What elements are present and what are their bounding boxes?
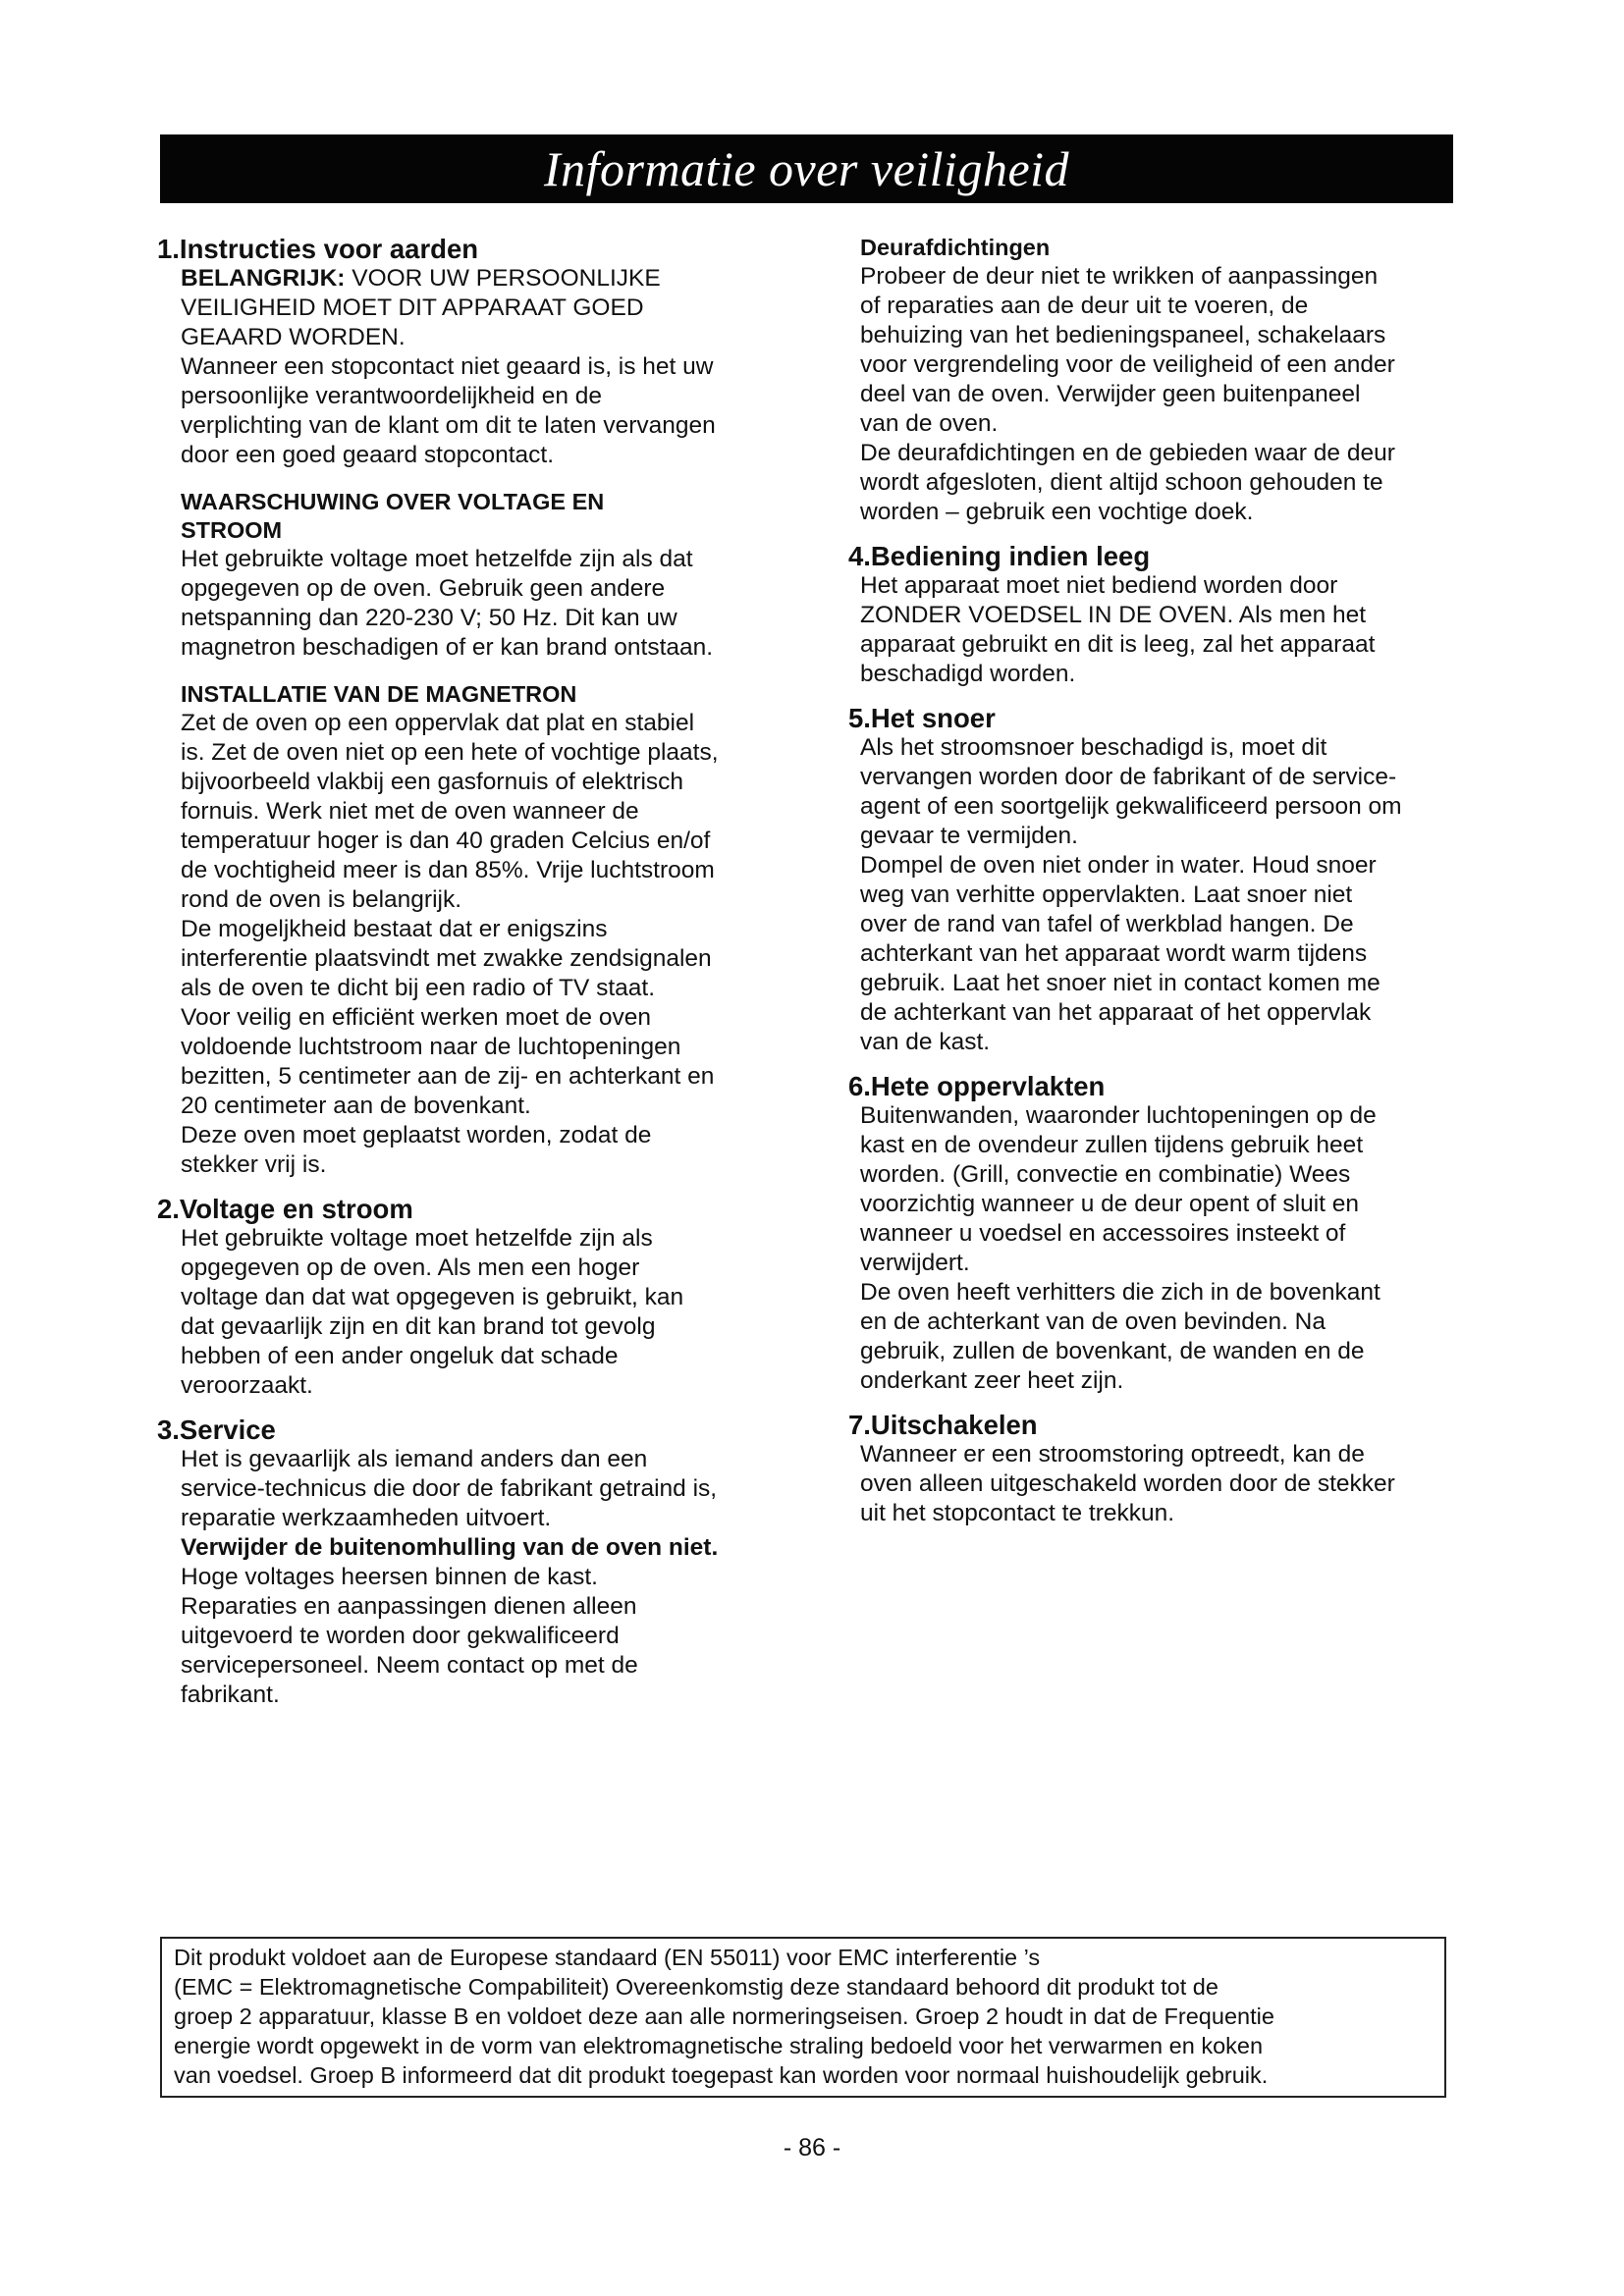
text-line: temperatuur hoger is dan 40 graden Celcius en/of — [181, 828, 711, 854]
text-line: verwijdert. — [860, 1250, 970, 1276]
text-line: Het apparaat moet niet bediend worden door — [860, 572, 1338, 599]
text-line: De mogeljkheid bestaat dat er enigszins — [181, 916, 608, 942]
text-line: De oven heeft verhitters die zich in de bovenkant — [860, 1279, 1380, 1306]
text-line: GEAARD WORDEN. — [181, 324, 406, 350]
notice-line: groep 2 apparatuur, klasse B en voldoet deze aan alle normeringseisen. Groep 2 houdt in dat de Frequentie — [174, 2003, 1274, 2029]
text-line: voltage dan dat wat opgegeven is gebruikt, kan — [181, 1284, 684, 1310]
subsection-body — [181, 709, 795, 1180]
subsection-body — [860, 262, 1477, 527]
text-line: gebruik. Laat het snoer niet in contact komen me — [860, 970, 1380, 996]
text-line: servicepersoneel. Neem contact op met de — [181, 1652, 638, 1679]
text-line: magnetron beschadigen of er kan brand ontstaan. — [181, 634, 714, 661]
text-line: weg van verhitte oppervlakten. Laat snoer niet — [860, 881, 1353, 908]
text-line: vervangen worden door de fabrikant of de service- — [860, 764, 1397, 790]
page-title-banner — [160, 134, 1453, 203]
subsection-heading: WAARSCHUWING OVER VOLTAGE EN — [181, 489, 605, 514]
text-line: over de rand van tafel of werkblad hangen. De — [860, 911, 1354, 937]
text-line: Reparaties en aanpassingen dienen alleen — [181, 1593, 637, 1620]
text-line: dat gevaarlijk zijn en dit kan brand tot gevolg — [181, 1313, 656, 1340]
section-body — [860, 1101, 1477, 1396]
text-line: kast en de ovendeur zullen tijdens gebruik heet — [860, 1132, 1364, 1158]
text-line: oven alleen uitgeschakeld worden door de stekker — [860, 1470, 1395, 1497]
text-line: en de achterkant van de oven bevinden. Na — [860, 1308, 1326, 1335]
important-label: BELANGRIJK: — [181, 265, 346, 292]
section-service — [157, 1415, 795, 1710]
section-voltage-current — [157, 1194, 795, 1401]
warning-line: Verwijder de buitenomhulling van de oven niet. — [181, 1534, 719, 1561]
text-line: persoonlijke verantwoordelijkheid en de — [181, 383, 603, 409]
important-text: VOOR UW PERSOONLIJKE — [345, 265, 661, 292]
section-body — [181, 1224, 795, 1401]
text-line: fabrikant. — [181, 1682, 280, 1708]
subsection-installation — [157, 680, 795, 1180]
text-line: door een goed geaard stopcontact. — [181, 442, 555, 468]
text-line: voor vergrendeling voor de veiligheid of een ander — [860, 351, 1395, 378]
text-line: achterkant van het apparaat wordt warm tijdens — [860, 940, 1368, 967]
text-line: is. Zet de oven niet op een hete of vochtige plaats, — [181, 739, 719, 766]
text-line: voorzichtig wanneer u de deur opent of sluit en — [860, 1191, 1360, 1217]
text-line: opgegeven op de oven. Als men een hoger — [181, 1255, 640, 1281]
text-line: Probeer de deur niet te wrikken of aanpassingen — [860, 263, 1379, 290]
section-body — [181, 1445, 795, 1710]
section-door-seals — [848, 234, 1477, 527]
text-line: reparatie werkzaamheden uitvoert. — [181, 1505, 552, 1531]
text-line: interferentie plaatsvindt met zwakke zendsignalen — [181, 945, 712, 972]
text-line: service-technicus die door de fabrikant getraind is, — [181, 1475, 718, 1502]
page-number: - 86 - — [783, 2134, 841, 2162]
text-line: rond de oven is belangrijk. — [181, 886, 462, 913]
text-line: Het gebruikte voltage moet hetzelfde zijn als dat — [181, 546, 693, 572]
section-empty-operation — [848, 541, 1477, 689]
subsection-heading: INSTALLATIE VAN DE MAGNETRON — [181, 681, 577, 707]
subsection-heading: STROOM — [181, 517, 283, 543]
text-line: Als het stroomsnoer beschadigd is, moet dit — [860, 734, 1327, 761]
text-line: Wanneer er een stroomstoring optreedt, kan de — [860, 1441, 1365, 1468]
text-line: agent of een soortgelijk gekwalificeerd persoon om — [860, 793, 1402, 820]
text-line: Het is gevaarlijk als iemand anders dan een — [181, 1446, 648, 1472]
text-line: VEILIGHEID MOET DIT APPARAAT GOED — [181, 294, 644, 321]
text-line: veroorzaakt. — [181, 1372, 313, 1399]
text-line: gebruik, zullen de bovenkant, de wanden en de — [860, 1338, 1365, 1364]
section-heading: 3.Service — [157, 1415, 276, 1445]
text-line: bijvoorbeeld vlakbij een gasfornuis of elektrisch — [181, 769, 684, 795]
text-line: de vochtigheid meer is dan 85%. Vrije luchtstroom — [181, 857, 715, 883]
notice-line: (EMC = Elektromagnetische Compabiliteit) Overeenkomstig deze standaard behoord dit produkt tot de — [174, 1974, 1218, 2000]
text-line: Buitenwanden, waaronder luchtopeningen op de — [860, 1102, 1377, 1129]
text-line: Dompel de oven niet onder in water. Houd snoer — [860, 852, 1377, 879]
section-power-cord — [848, 703, 1477, 1057]
text-line: beschadigd worden. — [860, 661, 1076, 687]
emc-notice-box — [160, 1937, 1446, 2098]
section-body — [860, 733, 1477, 1057]
text-line: ZONDER VOEDSEL IN DE OVEN. Als men het — [860, 602, 1367, 628]
text-line: Hoge voltages heersen binnen de kast. — [181, 1564, 598, 1590]
right-column — [848, 234, 1477, 1542]
text-line: hebben of een ander ongeluk dat schade — [181, 1343, 619, 1369]
text-line: Wanneer een stopcontact niet geaard is, is het uw — [181, 353, 714, 380]
text-line: onderkant zeer heet zijn. — [860, 1367, 1124, 1394]
text-line: wanneer u voedsel en accessoires insteekt of — [860, 1220, 1346, 1247]
section-heading: 6.Hete oppervlakten — [848, 1071, 1106, 1101]
text-line: worden. (Grill, convectie en combinatie) Wees — [860, 1161, 1351, 1188]
text-line: uitgevoerd te worden door gekwalificeerd — [181, 1623, 620, 1649]
section-heading: 7.Uitschakelen — [848, 1410, 1038, 1440]
section-heading: 5.Het snoer — [848, 703, 996, 733]
section-body — [860, 1440, 1477, 1528]
text-line: bezitten, 5 centimeter aan de zij- en achterkant en — [181, 1063, 715, 1090]
text-line: fornuis. Werk niet met de oven wanneer de — [181, 798, 639, 825]
section-heading: 4.Bediening indien leeg — [848, 541, 1151, 571]
text-line: De deurafdichtingen en de gebieden waar de deur — [860, 440, 1395, 466]
page-title: Informatie over veiligheid — [543, 141, 1070, 196]
text-line: gevaar te vermijden. — [860, 823, 1078, 849]
text-line: Zet de oven op een oppervlak dat plat en stabiel — [181, 710, 695, 736]
section-hot-surfaces — [848, 1071, 1477, 1396]
text-line: opgegeven op de oven. Gebruik geen andere — [181, 575, 666, 602]
section-heading: 2.Voltage en stroom — [157, 1194, 413, 1224]
section-grounding — [157, 234, 795, 1180]
text-line: netspanning dan 220-230 V; 50 Hz. Dit kan uw — [181, 605, 677, 631]
left-column — [157, 234, 795, 1724]
section-body — [181, 264, 795, 470]
text-line: stekker vrij is. — [181, 1151, 327, 1178]
text-line: behuizing van het bedieningspaneel, schakelaars — [860, 322, 1386, 348]
section-heading: 1.Instructies voor aarden — [157, 234, 479, 264]
text-line: 20 centimeter aan de bovenkant. — [181, 1093, 531, 1119]
section-body — [860, 571, 1477, 689]
notice-line: van voedsel. Groep B informeerd dat dit produkt toegepast kan worden voor normaal huishoudelijk gebruik. — [174, 2062, 1269, 2088]
text-line: Het gebruikte voltage moet hetzelfde zijn als — [181, 1225, 653, 1252]
text-line: of reparaties aan de deur uit te voeren, de — [860, 293, 1309, 319]
subsection-voltage-warning — [157, 488, 795, 663]
text-line: wordt afgesloten, dient altijd schoon gehouden te — [860, 469, 1383, 496]
text-line: apparaat gebruikt en dit is leeg, zal het apparaat — [860, 631, 1376, 658]
text-line: deel van de oven. Verwijder geen buitenpaneel — [860, 381, 1361, 407]
text-line: Voor veilig en efficiënt werken moet de oven — [181, 1004, 651, 1031]
notice-line: Dit produkt voldoet aan de Europese standaard (EN 55011) voor EMC interferentie ’s — [174, 1945, 1041, 1970]
subsection-body — [181, 545, 795, 663]
text-line: de achterkant van het apparaat of het oppervlak — [860, 999, 1372, 1026]
notice-line: energie wordt opgewekt in de vorm van elektromagnetische straling bedoeld voor het verwarmen en koken — [174, 2033, 1264, 2058]
text-line: voldoende luchtstroom naar de luchtopeningen — [181, 1034, 681, 1060]
section-switch-off — [848, 1410, 1477, 1528]
text-line: van de kast. — [860, 1029, 991, 1055]
text-line: als de oven te dicht bij een radio of TV staat. — [181, 975, 656, 1001]
text-line: uit het stopcontact te trekkun. — [860, 1500, 1175, 1526]
subsection-heading: Deurafdichtingen — [860, 235, 1051, 260]
text-line: worden – gebruik een vochtige doek. — [860, 499, 1254, 525]
text-line: Deze oven moet geplaatst worden, zodat de — [181, 1122, 652, 1148]
text-line: verplichting van de klant om dit te laten vervangen — [181, 412, 716, 439]
text-line — [181, 264, 795, 294]
text-line: van de oven. — [860, 410, 999, 437]
